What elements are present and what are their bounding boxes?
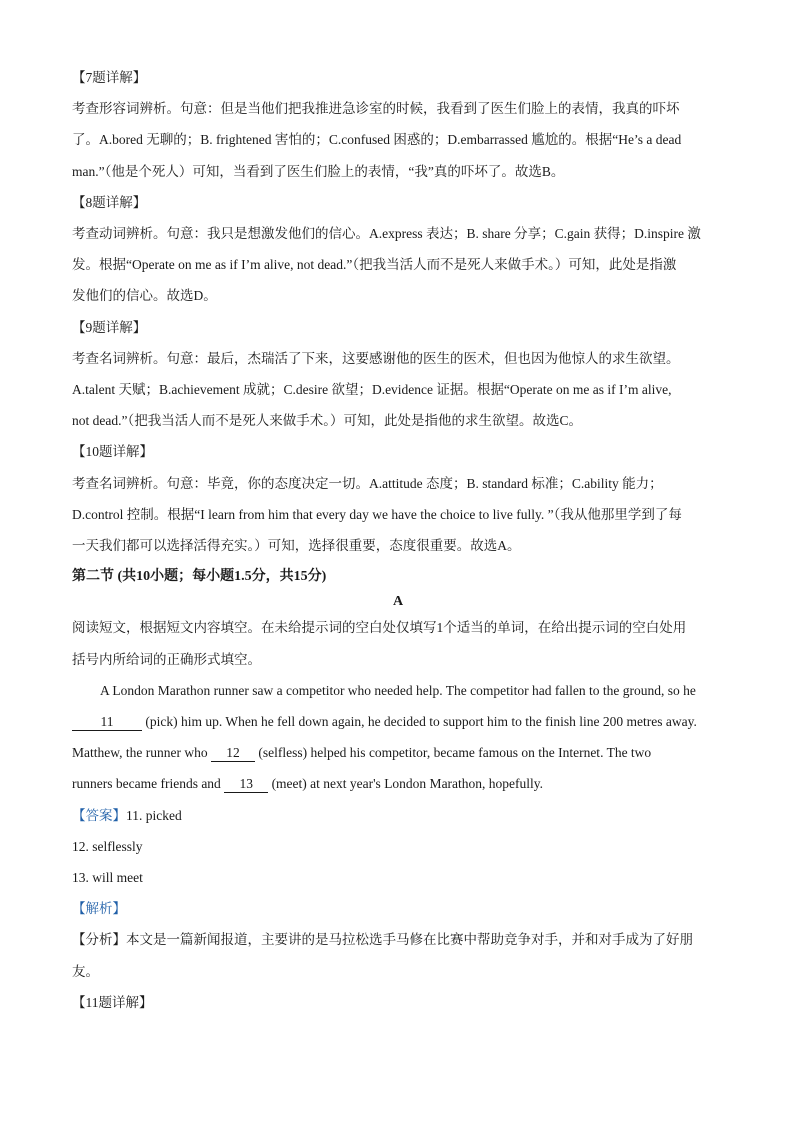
answer-label: 【答案】 (72, 807, 126, 823)
answer-12: 12. selflessly (72, 838, 143, 854)
summary-text-1: 本文是一篇新闻报道，主要讲的是马拉松选手马修在比赛中帮助竞争对手，并和对手成为了好朋 (126, 932, 693, 948)
answer-11: 11. picked (126, 807, 182, 823)
passage-line-1: A London Marathon runner saw a competitor who needed help. The competitor had fallen to the ground, so he (100, 682, 696, 698)
blank-12: 12 (211, 745, 255, 762)
q7-line-2: 了。A.bored 无聊的；B. frightened 害怕的；C.confused 困惑的；D.embarrassed 尴尬的。根据“He’s a dead (72, 132, 682, 148)
passage-line-2 (72, 706, 724, 737)
q8-line-2: 发。根据“Operate on me as if I’m alive, not dead.”（把我当活人而不是死人来做手术。）可知，此处是指激 (72, 257, 677, 273)
q10-line-2: D.control 控制。根据“I learn from him that every day we have the choice to live fully. ”（我从他那里学到了每 (72, 506, 682, 522)
passage-line-3 (72, 737, 724, 768)
blank-13: 13 (224, 776, 268, 793)
answer-13: 13. will meet (72, 870, 143, 886)
analysis-label: 【解析】 (72, 901, 126, 917)
q8-heading: 【8题详解】 (72, 194, 147, 210)
q10-line-1: 考查名词辨析。句意：毕竟，你的态度决定一切。A.attitude 态度；B. standard 标准；C.ability 能力； (72, 475, 663, 491)
summary-label: 【分析】 (72, 932, 126, 948)
passage-line-4 (72, 768, 724, 799)
q7-line-3: man.”（他是个死人）可知，当看到了医生们脸上的表情，“我”真的吓坏了。故选B。 (72, 163, 565, 179)
answer-line (72, 800, 724, 831)
q10-line-3: 一天我们都可以选择活得充实。）可知，选择很重要，态度很重要。故选A。 (72, 538, 521, 554)
q7-line-1: 考查形容词辨析。句意：但是当他们把我推进急诊室的时候，我看到了医生们脸上的表情，我真的吓坏 (72, 101, 680, 117)
summary-line-2: 友。 (72, 963, 99, 979)
passage-line-4-before: runners became friends and (72, 776, 225, 792)
passage-line-2-text: (pick) him up. When he fell down again, he decided to support him to the finish line 200 metres away. (142, 714, 697, 730)
q9-line-1: 考查名词辨析。句意：最后，杰瑞活了下来，这要感谢他的医生的医术，但也因为他惊人的求生欲望。 (72, 350, 680, 366)
q7-heading: 【7题详解】 (72, 70, 147, 85)
instructions-line-1: 阅读短文，根据短文内容填空。在未给提示词的空白处仅填写1个适当的单词，在给出提示词的空白处用 (72, 620, 687, 636)
summary-line-1 (72, 924, 724, 955)
blank-11: 11 (72, 714, 142, 731)
passage-line-3-before: Matthew, the runner who (72, 745, 211, 761)
q9-line-3: not dead.”（把我当活人而不是死人来做手术。）可知，此处是指他的求生欲望。故选C。 (72, 413, 582, 429)
q11-heading: 【11题详解】 (72, 994, 153, 1010)
part-a-title: A (392, 594, 404, 610)
instructions-line-2: 括号内所给词的正确形式填空。 (72, 651, 261, 667)
q10-heading: 【10题详解】 (72, 444, 153, 460)
passage-line-3-after: (selfless) helped his competitor, became famous on the Internet. The two (254, 745, 652, 761)
q8-line-1: 考查动词辨析。句意：我只是想激发他们的信心。A.express 表达；B. share 分享；C.gain 获得；D.inspire 激 (72, 226, 701, 242)
q9-heading: 【9题详解】 (72, 319, 147, 335)
q9-line-2: A.talent 天赋；B.achievement 成就；C.desire 欲望；D.evidence 证据。根据“Operate on me as if I’m alive, (72, 382, 672, 398)
section-2-title: 第二节 (共10小题；每小题1.5分，共15分) (72, 569, 327, 585)
passage-line-4-after: (meet) at next year's London Marathon, hopefully. (268, 776, 544, 792)
q8-line-3: 发他们的信心。故选D。 (72, 288, 217, 304)
